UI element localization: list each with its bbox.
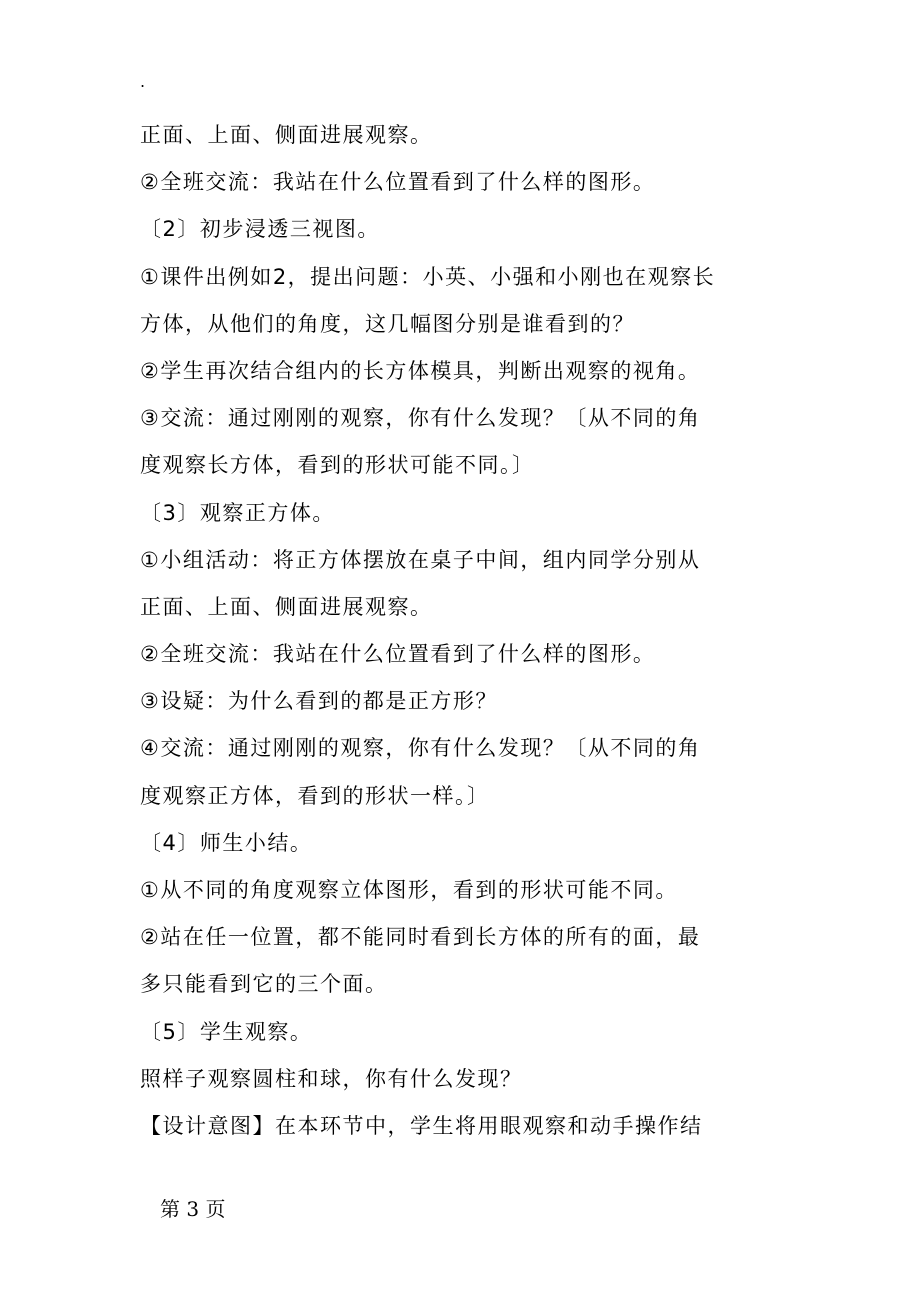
text-line: 照样子观察圆柱和球，你有什么发现？ bbox=[140, 1066, 523, 1091]
text-line: 正面、上面、侧面进展观察。 bbox=[140, 594, 433, 619]
document-body bbox=[140, 112, 790, 1150]
text-line: 【设计意图】在本环节中，学生将用眼观察和动手操作结 bbox=[140, 1113, 703, 1138]
section-heading: 〔5〕学生观察。 bbox=[140, 1019, 313, 1044]
text-line: ②全班交流：我站在什么位置看到了什么样的图形。 bbox=[140, 642, 656, 667]
section-heading: 〔2〕初步浸透三视图。 bbox=[140, 217, 380, 242]
text-line: 度观察长方体，看到的形状可能不同。〕 bbox=[140, 453, 535, 478]
page-number: 第 3 页 bbox=[160, 1197, 226, 1221]
text-line: ①课件出例如2，提出问题：小英、小强和小刚也在观察长 bbox=[140, 264, 716, 289]
text-line: 方体，从他们的角度，这几幅图分别是谁看到的？ bbox=[140, 311, 635, 336]
text-line: 正面、上面、侧面进展观察。 bbox=[140, 123, 433, 147]
text-line: ④交流：通过刚刚的观察，你有什么发现？〔从不同的角 bbox=[140, 736, 701, 761]
text-line: ②站在任一位置，都不能同时看到长方体的所有的面，最 bbox=[140, 925, 701, 950]
section-heading: 〔3〕观察正方体。 bbox=[140, 500, 335, 525]
text-line: 多只能看到它的三个面。 bbox=[140, 972, 388, 997]
header-marker: . bbox=[140, 72, 146, 91]
text-line: ②学生再次结合组内的长方体模具，判断出观察的视角。 bbox=[140, 358, 701, 383]
text-line: ①小组活动：将正方体摆放在桌子中间，组内同学分别从 bbox=[140, 547, 701, 572]
section-heading: 〔4〕师生小结。 bbox=[140, 830, 313, 855]
text-line: ①从不同的角度观察立体图形，看到的形状可能不同。 bbox=[140, 878, 678, 902]
text-line: 度观察正方体，看到的形状一样。〕 bbox=[140, 783, 490, 808]
text-line: ②全班交流：我站在什么位置看到了什么样的图形。 bbox=[140, 170, 656, 195]
text-line: ③交流：通过刚刚的观察，你有什么发现？〔从不同的角 bbox=[140, 406, 701, 431]
text-line: ③设疑：为什么看到的都是正方形？ bbox=[140, 689, 498, 714]
